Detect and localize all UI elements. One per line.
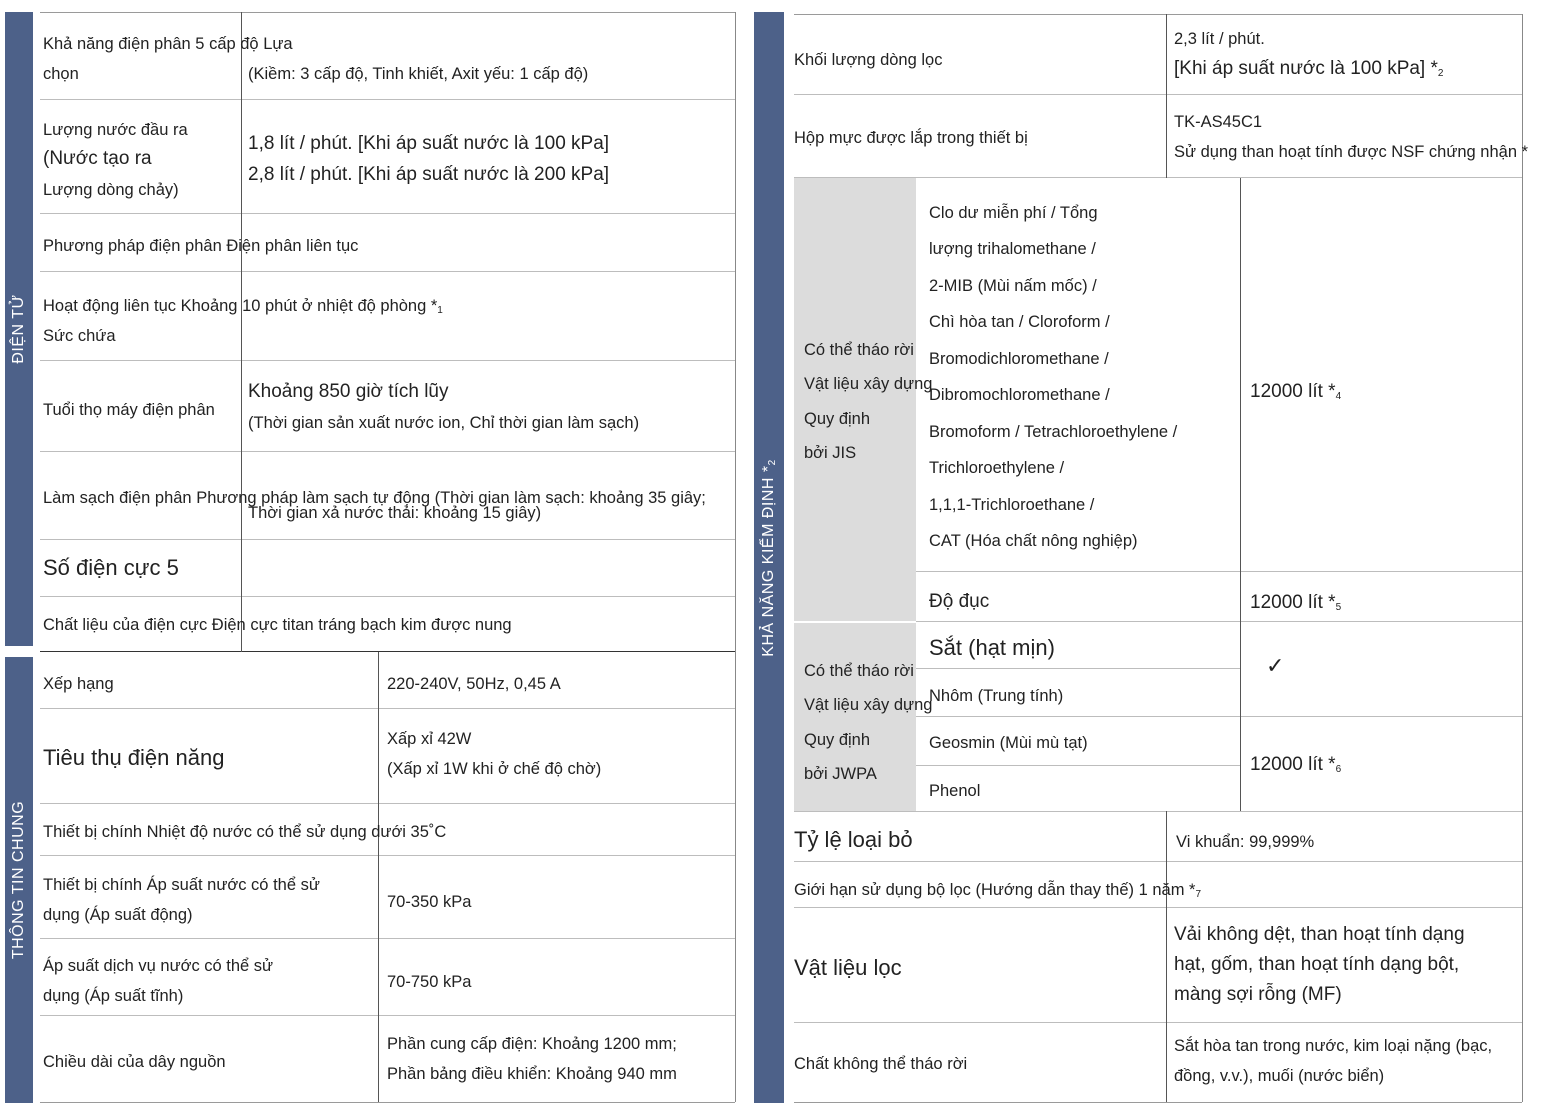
cell-text: Chiều dài của dây nguồn (43, 1053, 226, 1071)
jwpa-value: 12000 lít $*_6$ (1250, 754, 1342, 775)
cell-text: 1,8 lít / phút. [Khi áp suất nước là 100 kPa] (248, 133, 610, 154)
jis-item: Chì hòa tan / Cloroform / (929, 313, 1110, 331)
jis-item: Bromodichloromethane / (929, 350, 1109, 368)
cell-text: (Kiềm: 3 cấp độ, Tinh khiết, Axit yếu: 1 cấp độ) (248, 65, 589, 83)
cell-text: màng sợi rỗng (MF) (1174, 984, 1342, 1005)
cell-text: Vải không dệt, than hoạt tính dạng (1174, 924, 1465, 945)
cell-text: Vi khuẩn: 99,999% (1176, 833, 1315, 851)
cell-text: Geosmin (Mùi mù tạt) (929, 734, 1088, 752)
divider (794, 177, 1522, 178)
cell-text: Lượng nước đầu ra (43, 121, 188, 139)
jwpa-label-line: Quy định (804, 731, 871, 749)
jis-item: lượng trihalomethane / (929, 240, 1096, 258)
cell-text: hạt, gốm, than hoạt tính dạng bột, (1174, 954, 1460, 975)
cell-text: (Nước tạo ra (43, 148, 152, 169)
jis-label-line: Vật liệu xây dựng (804, 375, 933, 393)
cell-text: 70-750 kPa (387, 973, 472, 991)
divider (40, 855, 735, 856)
cell-text: Phenol (929, 782, 981, 800)
divider (40, 938, 735, 939)
cell-text: Tiêu thụ điện năng (43, 745, 225, 770)
cell-text: [Khi áp suất nước là 100 kPa] $*_2$ (1174, 58, 1444, 79)
divider (916, 716, 1522, 717)
jis-item: Bromoform / Tetrachloroethylene / (929, 423, 1178, 441)
cell-text: Tuổi thọ máy điện phân (43, 401, 215, 419)
jis-label-line: bởi JIS (804, 444, 857, 462)
cell-text: Khả năng điện phân 5 cấp độ Lựa (43, 35, 293, 53)
cell-text: 2,3 lít / phút. (1174, 30, 1265, 48)
cell-text: Khoảng 850 giờ tích lũy (248, 381, 449, 402)
cell-text: Sắt (hạt mịn) (929, 635, 1055, 660)
cell-text: Phương pháp điện phân Điện phân liên tục (43, 237, 359, 255)
divider (794, 94, 1522, 95)
divider (40, 708, 735, 709)
check-icon: ✓ (1266, 653, 1285, 678)
cell-text: Phần cung cấp điện: Khoảng 1200 mm; (387, 1035, 677, 1053)
cell-text: Sắt hòa tan trong nước, kim loại nặng (bạc, (1174, 1037, 1493, 1055)
cell-text: Làm sạch điện phân Phương pháp làm sạch tự động (Thời gian làm sạch: khoảng 35 giây; (43, 489, 706, 507)
cell-text: Thiết bị chính Áp suất nước có thể sử (43, 876, 320, 894)
jwpa-label-line: Có thể tháo rời (804, 662, 914, 680)
side-label-general-info: THÔNG TIN CHUNG (5, 657, 33, 1103)
cell-text: Thời gian xả nước thải: khoảng 15 giây) (248, 504, 542, 522)
cell-text: Chất không thể tháo rời (794, 1055, 968, 1073)
divider (40, 1015, 735, 1016)
jis-item: 2-MIB (Mùi nấm mốc) / (929, 277, 1097, 295)
jis-item: Clo dư miễn phí / Tổng (929, 204, 1098, 222)
cell-text: Giới hạn sử dụng bộ lọc (Hướng dẫn thay thế) 1 năm $*_7$ (794, 881, 1202, 900)
divider (40, 99, 735, 100)
column-divider (241, 12, 242, 652)
cell-text: 70-350 kPa (387, 893, 472, 911)
cell-text: Phần bảng điều khiển: Khoảng 940 mm (387, 1065, 677, 1083)
divider (40, 271, 735, 272)
cell-text: Sử dụng than hoạt tính được NSF chứng nhận * (1174, 143, 1529, 161)
cell-text: dụng (Áp suất động) (43, 906, 193, 924)
divider (794, 861, 1522, 862)
divider (916, 621, 1522, 622)
divider (916, 571, 1522, 572)
cell-text: Chất liệu của điện cực Điện cực titan tráng bạch kim được nung (43, 616, 512, 634)
column-divider (378, 652, 379, 1102)
jis-value: 12000 lít $*_4$ (1250, 381, 1342, 402)
cell-text: Nhôm (Trung tính) (929, 687, 1064, 705)
table-right-border (1522, 14, 1523, 1102)
divider (40, 539, 735, 540)
cell-text: 2,8 lít / phút. [Khi áp suất nước là 200 kPa] (248, 164, 610, 185)
side-label-electronics: ĐIỆN TỬ (5, 12, 33, 646)
divider (40, 12, 735, 13)
cell-text: (Xấp xỉ 1W khi ở chế độ chờ) (387, 760, 602, 778)
jis-label-line: Quy định (804, 410, 871, 428)
jis-item: CAT (Hóa chất nông nghiệp) (929, 532, 1138, 550)
cell-text: TK-AS45C1 (1174, 113, 1263, 131)
divider (794, 1022, 1522, 1023)
cell-text: 12000 lít $*_5$ (1250, 592, 1342, 613)
cell-text: Tỷ lệ loại bỏ (794, 827, 913, 852)
cell-text: chọn (43, 65, 79, 83)
cell-text: Vật liệu lọc (794, 955, 902, 980)
cell-text: Áp suất dịch vụ nước có thể sử (43, 957, 274, 975)
jwpa-label-line: Vật liệu xây dựng (804, 696, 933, 714)
cell-text: (Thời gian sản xuất nước ion, Chỉ thời gian làm sạch) (248, 414, 640, 432)
jis-label-line: Có thể tháo rời (804, 341, 914, 359)
cell-text: Xấp xỉ 42W (387, 730, 472, 748)
divider (794, 1102, 1522, 1103)
column-divider (1240, 178, 1241, 811)
cell-text: đồng, v.v.), muối (nước biển) (1174, 1067, 1385, 1085)
cell-text: Sức chứa (43, 327, 116, 345)
cell-text: Xếp hạng (43, 675, 114, 693)
cell-text: dụng (Áp suất tĩnh) (43, 987, 184, 1005)
column-divider (1166, 811, 1167, 1102)
cell-text: Khối lượng dòng lọc (794, 51, 943, 69)
divider (794, 811, 1522, 812)
cell-text: Hoạt động liên tục Khoảng 10 phút ở nhiệt độ phòng $*_1$ (43, 297, 443, 316)
cell-text: Số điện cực 5 (43, 555, 179, 580)
cell-text: 220-240V, 50Hz, 0,45 A (387, 675, 561, 693)
jis-item: Trichloroethylene / (929, 459, 1065, 477)
divider (40, 803, 735, 804)
cell-text: Lượng dòng chảy) (43, 181, 179, 199)
divider (40, 596, 735, 597)
jwpa-label-line: bởi JWPA (804, 765, 877, 783)
divider (40, 451, 735, 452)
cell-text: Hộp mực được lắp trong thiết bị (794, 129, 1028, 147)
table-right-border (735, 12, 736, 1102)
divider (40, 360, 735, 361)
divider (916, 765, 1241, 766)
jis-item: 1,1,1-Trichloroethane / (929, 496, 1095, 514)
divider (916, 668, 1241, 669)
cell-text: Thiết bị chính Nhiệt độ nước có thể sử dụng dưới 35˚C (43, 823, 447, 841)
cell-text: Độ đục (929, 591, 990, 612)
column-divider (1166, 14, 1167, 178)
side-label-filtration: KHẢ NĂNG KIỂM ĐỊNH $*_2$ (754, 12, 784, 1103)
divider (40, 651, 735, 652)
divider (40, 213, 735, 214)
jis-item: Dibromochloromethane / (929, 386, 1110, 404)
divider (794, 14, 1522, 15)
divider (40, 1102, 735, 1103)
jis-label-block (794, 178, 916, 621)
